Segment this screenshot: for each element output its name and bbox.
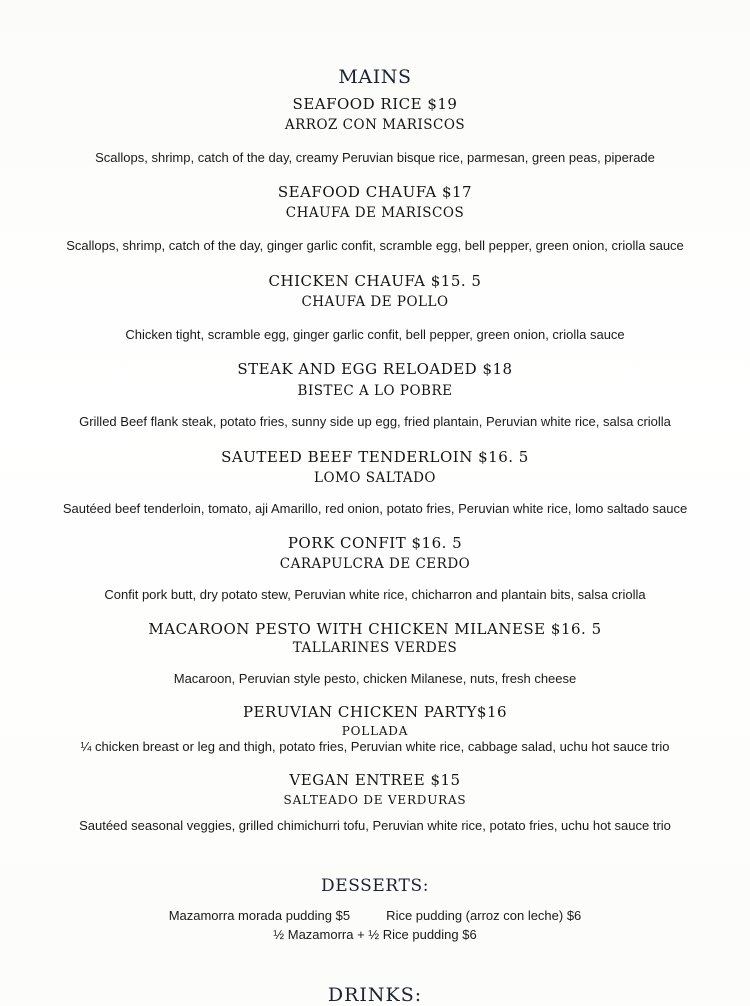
dish-alt-name: SALTEADO DE VERDURAS bbox=[283, 793, 467, 807]
dish-name: SEAFOOD CHAUFA $17 bbox=[277, 183, 473, 201]
dish-name: PORK CONFIT $16. 5 bbox=[287, 534, 463, 552]
dish-alt-name: TALLARINES VERDES bbox=[292, 640, 458, 656]
dish-description: Sautéed beef tenderloin, tomato, aji Amarillo, red onion, potato fries, Peruvian white rice, lomo saltado sauce bbox=[62, 501, 688, 516]
dessert-line: ½ Mazamorra + ½ Rice pudding $6 bbox=[273, 927, 477, 942]
dish-name: CHICKEN CHAUFA $15. 5 bbox=[268, 272, 482, 290]
dish-name: MACAROON PESTO WITH CHICKEN MILANESE $16. 5 bbox=[148, 620, 602, 638]
dish-description: Confit pork butt, dry potato stew, Peruvian white rice, chicharron and plantain bits, salsa criolla bbox=[104, 587, 646, 602]
dish-alt-name: BISTEC A LO POBRE bbox=[297, 383, 453, 399]
dish-description: Chicken tight, scramble egg, ginger garlic confit, bell pepper, green onion, criolla sauce bbox=[125, 327, 625, 342]
dish-description: Macaroon, Peruvian style pesto, chicken Milanese, nuts, fresh cheese bbox=[173, 671, 577, 686]
dish-alt-name: CHAUFA DE MARISCOS bbox=[285, 205, 465, 221]
dish-alt-name: LOMO SALTADO bbox=[314, 470, 436, 486]
drinks-heading: DRINKS: bbox=[327, 984, 423, 1006]
dish-alt-name: ARROZ CON MARISCOS bbox=[284, 117, 466, 133]
dish-name: SAUTEED BEEF TENDERLOIN $16. 5 bbox=[221, 448, 529, 466]
dish-description: Scallops, shrimp, catch of the day, ginger garlic confit, scramble egg, bell pepper, green onion, criolla sauce bbox=[66, 238, 684, 253]
dish-name: SEAFOOD RICE $19 bbox=[292, 95, 458, 113]
dish-name: STEAK AND EGG RELOADED $18 bbox=[237, 360, 513, 378]
dish-description: ¼ chicken breast or leg and thigh, potato fries, Peruvian white rice, cabbage salad, uchu hot sauce trio bbox=[80, 739, 670, 754]
dish-description: Scallops, shrimp, catch of the day, creamy Peruvian bisque rice, parmesan, green peas, piperade bbox=[95, 150, 655, 165]
dish-alt-name: CHAUFA DE POLLO bbox=[301, 294, 449, 310]
dish-alt-name: CARAPULCRA DE CERDO bbox=[279, 556, 471, 572]
dish-description: Sautéed seasonal veggies, grilled chimichurri tofu, Peruvian white rice, potato fries, uchu hot sauce trio bbox=[79, 818, 671, 833]
desserts-heading: DESSERTS: bbox=[320, 876, 430, 896]
mains-heading: MAINS bbox=[338, 66, 412, 88]
dessert-line: Mazamorra morada pudding $5 Rice pudding (arroz con leche) $6 bbox=[168, 908, 582, 923]
dish-name: VEGAN ENTREE $15 bbox=[289, 771, 461, 789]
dish-description: Grilled Beef flank steak, potato fries, sunny side up egg, fried plantain, Peruvian white rice, salsa criolla bbox=[79, 414, 671, 429]
dish-alt-name: POLLADA bbox=[341, 724, 409, 738]
dish-name: PERUVIAN CHICKEN PARTY$16 bbox=[242, 703, 508, 721]
